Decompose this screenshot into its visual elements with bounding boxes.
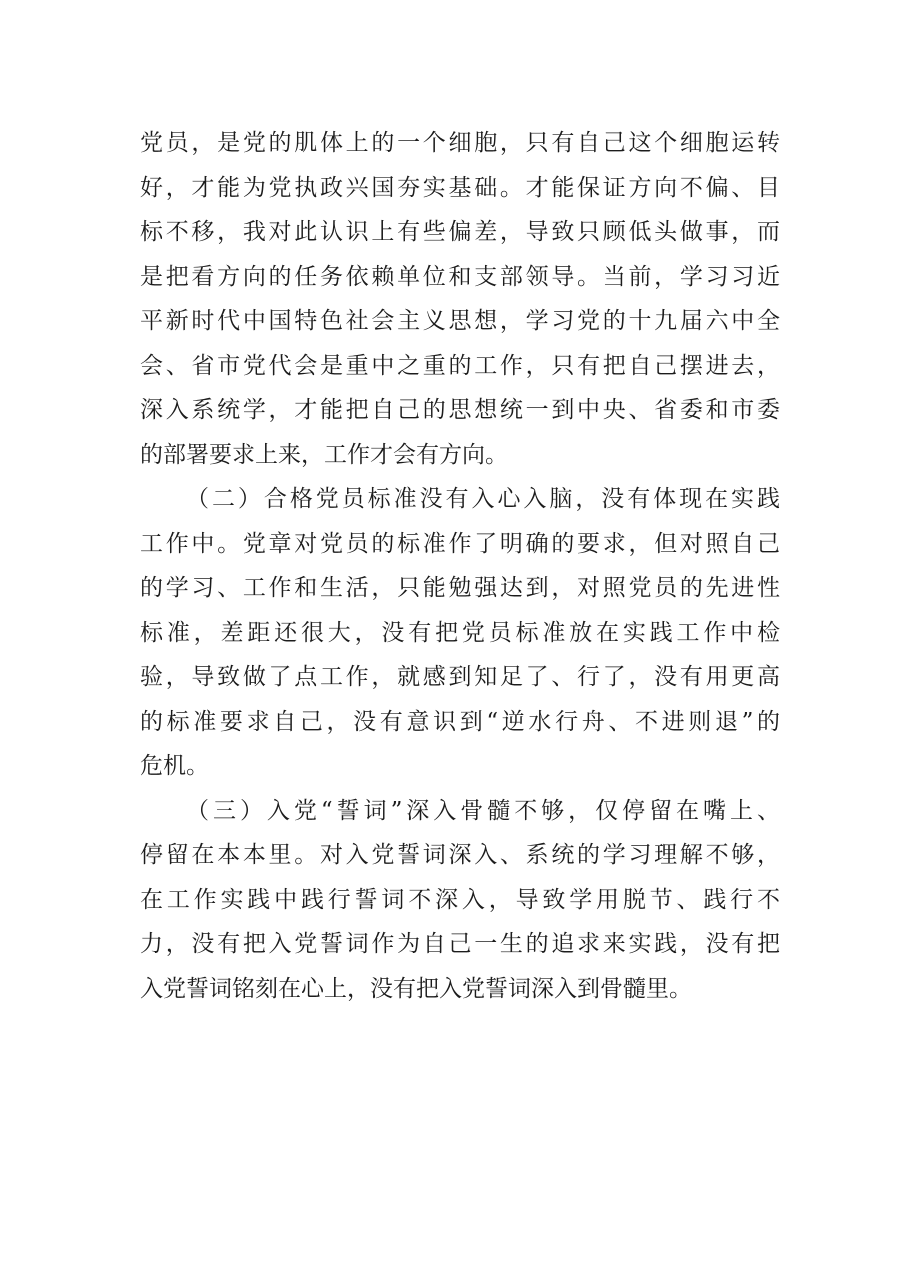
- text-line: （三）入党“誓词”深入骨髓不够，仅停留在嘴上、: [186, 797, 780, 824]
- text-line: 工作中。党章对党员的标准作了明确的要求，但对照自己: [140, 530, 780, 557]
- text-line: （二）合格党员标准没有入心入脑，没有体现在实践: [186, 486, 780, 512]
- text-line: 危机。: [140, 753, 209, 779]
- text-line: 好，才能为党执政兴国夯实基础。才能保证方向不偏、目: [140, 174, 780, 201]
- text-line: 是把看方向的任务依赖单位和支部领导。当前，学习习近: [140, 263, 780, 290]
- text-line: 深入系统学，才能把自己的思想统一到中央、省委和市委: [140, 397, 780, 423]
- text-line: 平新时代中国特色社会主义思想，学习党的十九届六中全: [140, 308, 780, 334]
- text-line: 标准，差距还很大，没有把党员标准放在实践工作中检: [140, 619, 780, 646]
- text-line: 会、省市党代会是重中之重的工作，只有把自己摆进去，: [140, 352, 780, 379]
- text-line: 入党誓词铭刻在心上，没有把入党誓词深入到骨髓里。: [140, 975, 692, 1002]
- text-line: 验，导致做了点工作，就感到知足了、行了，没有用更高: [140, 664, 780, 690]
- text-line: 的部署要求上来，工作才会有方向。: [140, 441, 508, 468]
- paragraph-3: [140, 789, 780, 1012]
- text-line: 在工作实践中践行誓词不深入，导致学用脱节、践行不: [140, 886, 780, 913]
- text-line: 的学习、工作和生活，只能勉强达到，对照党员的先进性: [140, 575, 780, 601]
- paragraph-1: [140, 121, 780, 477]
- text-line: 的标准要求自己，没有意识到“逆水行舟、不进则退”的: [140, 708, 780, 735]
- paragraph-2: [140, 477, 780, 789]
- text-line: 停留在本本里。对入党誓词深入、系统的学习理解不够，: [140, 842, 780, 868]
- text-line: 标不移，我对此认识上有些偏差，导致只顾低头做事，而: [140, 219, 780, 245]
- text-line: 党员，是党的肌体上的一个细胞，只有自己这个细胞运转: [140, 130, 780, 156]
- document-body: [140, 121, 780, 1011]
- text-line: 力，没有把入党誓词作为自己一生的追求来实践，没有把: [140, 931, 780, 957]
